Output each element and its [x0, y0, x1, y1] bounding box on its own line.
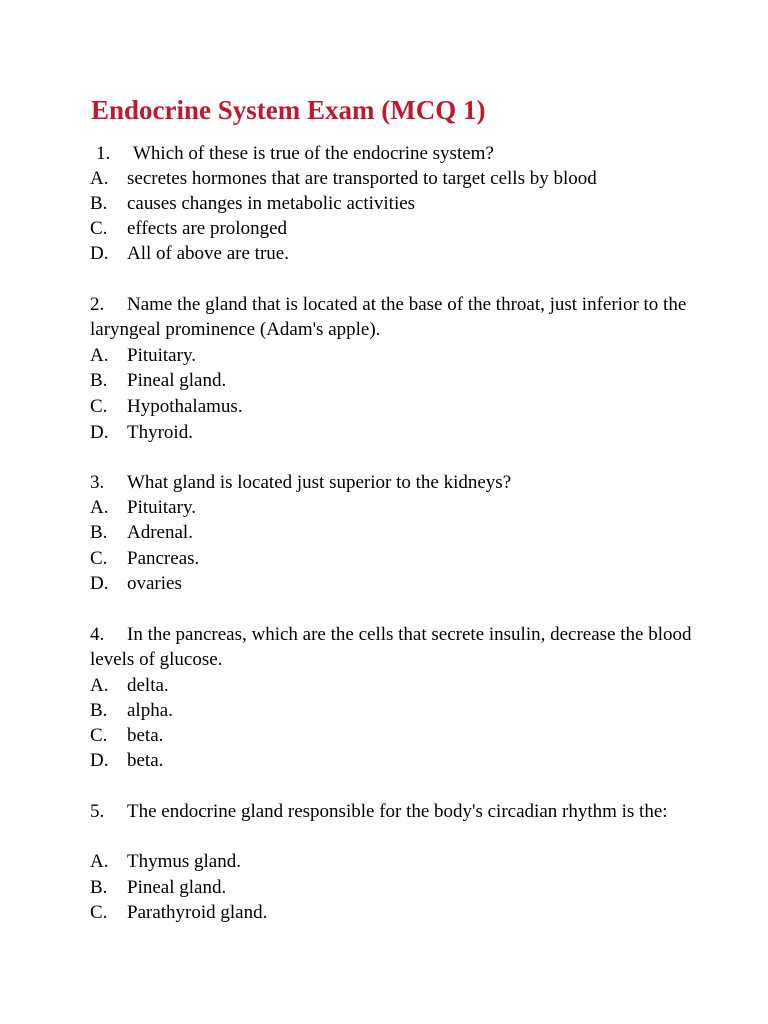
option-letter: B. — [90, 370, 108, 391]
option-letter: C. — [90, 548, 108, 569]
option-letter: B. — [90, 877, 108, 898]
option-text: Thyroid. — [127, 422, 193, 443]
option-a — [90, 673, 169, 698]
option-text: delta. — [127, 675, 169, 696]
question-text — [90, 470, 730, 495]
option-b — [90, 520, 193, 545]
option-text: secretes hormones that are transported to target cells by blood — [127, 168, 597, 189]
question-number: 4. — [90, 624, 105, 645]
option-text: ovaries — [127, 573, 182, 594]
question-prompt: Name the gland that is located at the base of the throat, just inferior to the laryngeal prominence (Adam's apple). — [90, 294, 687, 340]
option-b — [90, 191, 415, 216]
option-text: Pituitary. — [127, 345, 196, 366]
option-b — [90, 698, 173, 723]
question-number: 3. — [90, 472, 105, 493]
option-letter: B. — [90, 522, 108, 543]
question-number: 5. — [90, 801, 105, 822]
option-letter: D. — [90, 573, 109, 594]
option-letter: A. — [90, 345, 109, 366]
option-a — [90, 849, 241, 874]
option-letter: D. — [90, 243, 109, 264]
question-prompt: The endocrine gland responsible for the body's circadian rhythm is the: — [127, 801, 668, 822]
option-text: causes changes in metabolic activities — [127, 193, 416, 214]
option-c — [90, 216, 287, 241]
option-d — [90, 748, 163, 773]
option-text: Pineal gland. — [127, 370, 227, 391]
option-letter: C. — [90, 218, 108, 239]
option-letter: D. — [90, 422, 109, 443]
option-letter: D. — [90, 750, 109, 771]
question-number: 1. — [96, 143, 111, 164]
option-c — [90, 546, 199, 571]
question-prompt: What gland is located just superior to the kidneys? — [127, 472, 512, 493]
page-title: Endocrine System Exam (MCQ 1) — [91, 95, 486, 125]
option-text: Pituitary. — [127, 497, 196, 518]
option-d — [90, 241, 289, 266]
option-c — [90, 900, 267, 925]
option-letter: A. — [90, 497, 109, 518]
option-text: effects are prolonged — [127, 218, 288, 239]
option-letter: C. — [90, 396, 108, 417]
option-letter: C. — [90, 725, 108, 746]
option-text: alpha. — [127, 700, 173, 721]
option-text: beta. — [127, 725, 164, 746]
option-text: Hypothalamus. — [127, 396, 243, 417]
question-text — [90, 622, 730, 672]
option-text: Pineal gland. — [127, 877, 227, 898]
option-text: Adrenal. — [127, 522, 193, 543]
option-text: All of above are true. — [127, 243, 289, 264]
option-letter: A. — [90, 851, 109, 872]
option-a — [90, 495, 196, 520]
question-text — [90, 799, 730, 824]
option-letter: A. — [90, 168, 109, 189]
option-c — [90, 394, 243, 419]
option-text: Pancreas. — [127, 548, 200, 569]
option-b — [90, 875, 226, 900]
question-text — [96, 141, 736, 166]
option-d — [90, 571, 182, 596]
option-letter: C. — [90, 902, 108, 923]
option-a — [90, 343, 196, 368]
question-number: 2. — [90, 294, 105, 315]
question-text — [90, 292, 730, 342]
question-prompt: Which of these is true of the endocrine system? — [133, 143, 494, 164]
option-letter: B. — [90, 700, 108, 721]
question-prompt: In the pancreas, which are the cells that secrete insulin, decrease the blood levels of glucose. — [90, 624, 692, 670]
option-letter: A. — [90, 675, 109, 696]
option-b — [90, 368, 226, 393]
option-c — [90, 723, 163, 748]
option-letter: B. — [90, 193, 108, 214]
option-d — [90, 420, 193, 445]
option-text: Thymus gland. — [127, 851, 241, 872]
option-text: beta. — [127, 750, 164, 771]
option-text: Parathyroid gland. — [127, 902, 268, 923]
option-a — [90, 166, 597, 191]
